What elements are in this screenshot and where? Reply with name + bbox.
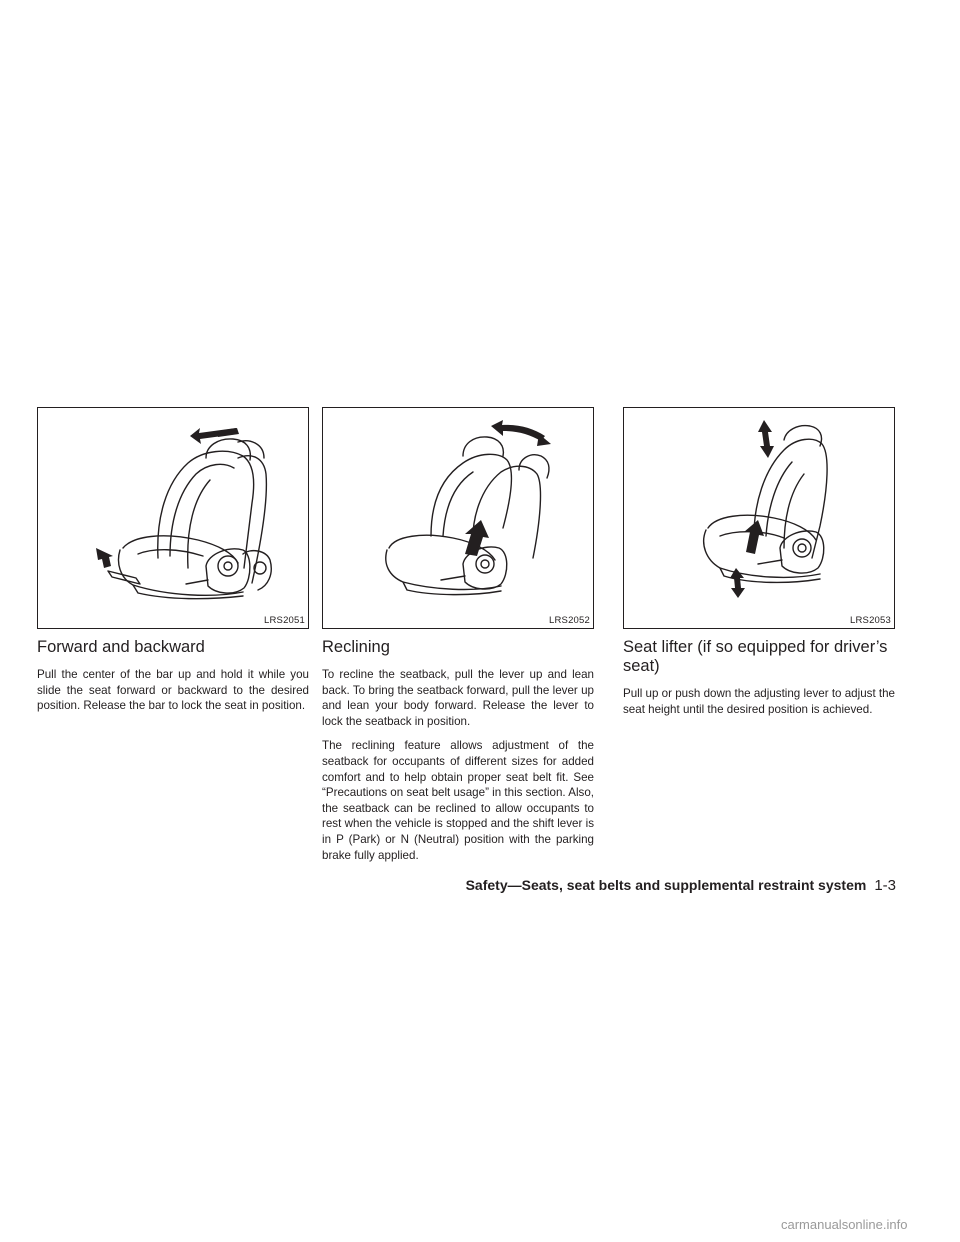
figure-code: LRS2053 xyxy=(849,615,891,626)
watermark-text: carmanualsonline.info xyxy=(781,1217,908,1232)
figure-reclining xyxy=(322,407,594,629)
figure-code: LRS2052 xyxy=(548,615,590,626)
page-number: 1-3 xyxy=(874,877,896,894)
seat-recline-illustration xyxy=(323,408,593,628)
section-forward-backward xyxy=(37,407,309,714)
footer-section-title: Safety—Seats, seat belts and supplemental restraint system xyxy=(465,877,867,893)
figure-seat-lifter xyxy=(623,407,895,629)
section-paragraph: To recline the seatback, pull the lever up and lean back. To bring the seatback forward, pull the lever up and lean your body forward. Release the lever to lock the seatback in position. xyxy=(322,668,594,728)
seat-slide-illustration xyxy=(38,408,308,628)
seat-lifter-illustration xyxy=(624,408,894,628)
section-heading: Seat lifter (if so equipped for driver’s seat) xyxy=(623,638,888,675)
figure-forward-backward xyxy=(37,407,309,629)
section-heading: Forward and backward xyxy=(37,638,205,656)
page-footer xyxy=(466,877,896,894)
section-reclining xyxy=(322,407,594,863)
section-paragraph: Pull up or push down the adjusting lever to adjust the seat height until the desired position is achieved. xyxy=(623,687,895,716)
section-paragraph: Pull the center of the bar up and hold it while you slide the seat forward or backward to the desired position. Release the bar to lock the seat in position. xyxy=(37,668,309,713)
section-seat-lifter xyxy=(623,407,895,717)
figure-code: LRS2051 xyxy=(263,615,305,626)
section-heading: Reclining xyxy=(322,638,390,656)
section-paragraph: The reclining feature allows adjustment of the seatback for occupants of different sizes for added comfort and to help obtain proper seat belt fit. See “Precautions on seat belt usage” in this section. Also, the seatback can be reclined to allow occupants to rest when the vehicle is stopped and the shift lever is in P (Park) or N (Neutral) position with the parking brake fully applied. xyxy=(322,739,594,862)
